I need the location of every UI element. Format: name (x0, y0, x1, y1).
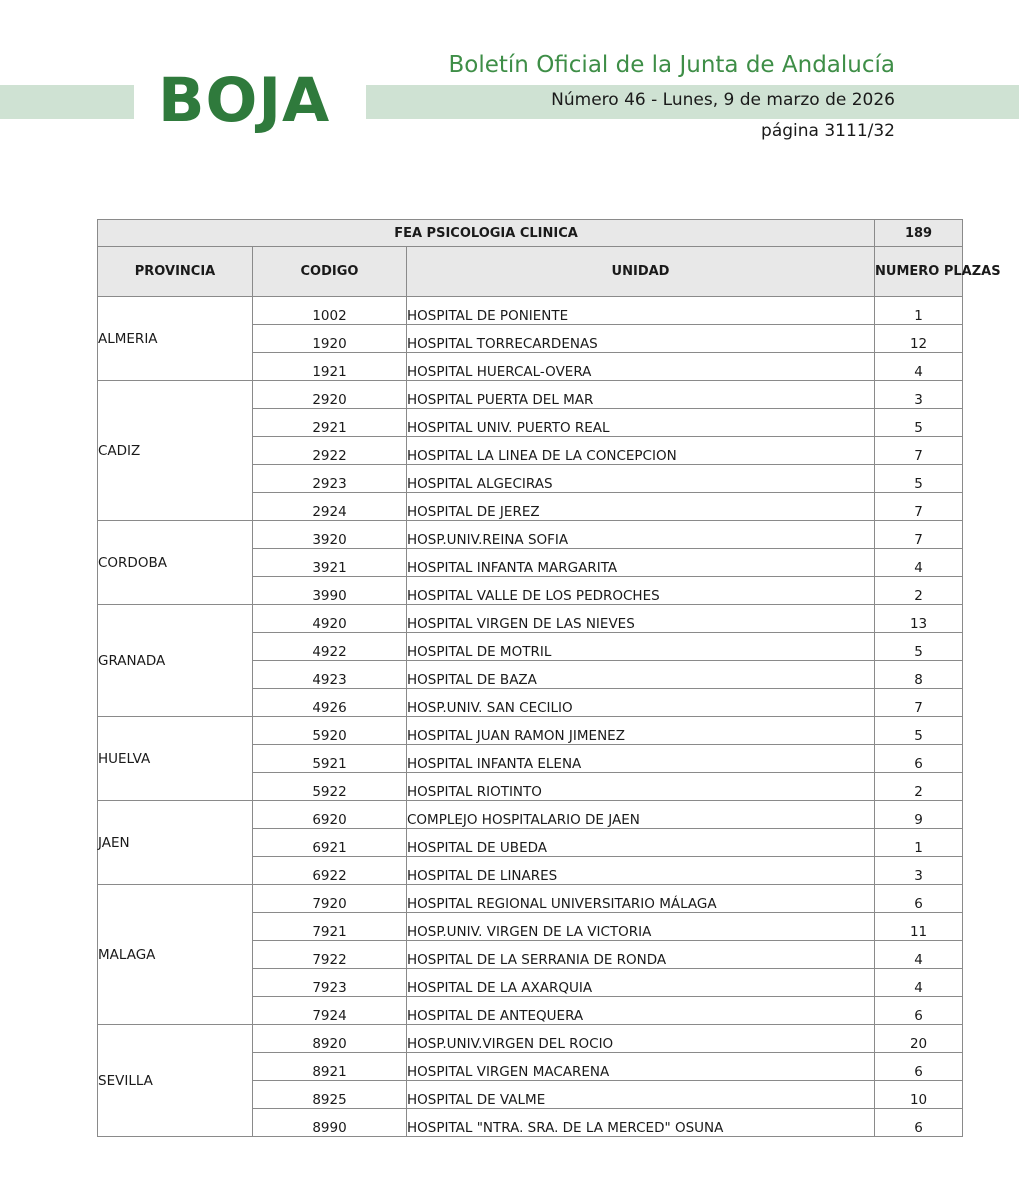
unit-cell: HOSPITAL VIRGEN DE LAS NIEVES (407, 605, 875, 633)
code-cell: 8990 (253, 1109, 407, 1137)
code-cell: 6922 (253, 857, 407, 885)
places-cell: 5 (875, 717, 963, 745)
province-cell: CADIZ (98, 381, 253, 521)
code-cell: 7923 (253, 969, 407, 997)
unit-cell: HOSPITAL INFANTA ELENA (407, 745, 875, 773)
code-cell: 6920 (253, 801, 407, 829)
places-cell: 5 (875, 465, 963, 493)
places-cell: 3 (875, 381, 963, 409)
table-row (98, 1025, 963, 1053)
unit-cell: HOSPITAL REGIONAL UNIVERSITARIO MÁLAGA (407, 885, 875, 913)
places-cell: 5 (875, 409, 963, 437)
table-row (98, 717, 963, 745)
places-cell: 6 (875, 745, 963, 773)
column-header-codigo: CODIGO (253, 247, 407, 297)
province-cell: ALMERIA (98, 297, 253, 381)
code-cell: 2923 (253, 465, 407, 493)
code-cell: 1921 (253, 353, 407, 381)
unit-cell: HOSPITAL "NTRA. SRA. DE LA MERCED" OSUNA (407, 1109, 875, 1137)
boja-logo: BOJA (158, 65, 331, 136)
unit-cell: HOSPITAL LA LINEA DE LA CONCEPCION (407, 437, 875, 465)
places-cell: 4 (875, 941, 963, 969)
code-cell: 8925 (253, 1081, 407, 1109)
code-cell: 6921 (253, 829, 407, 857)
places-cell: 1 (875, 297, 963, 325)
code-cell: 2920 (253, 381, 407, 409)
province-cell: HUELVA (98, 717, 253, 801)
places-cell: 2 (875, 577, 963, 605)
code-cell: 5922 (253, 773, 407, 801)
unit-cell: HOSPITAL TORRECARDENAS (407, 325, 875, 353)
unit-cell: HOSPITAL VALLE DE LOS PEDROCHES (407, 577, 875, 605)
code-cell: 4922 (253, 633, 407, 661)
places-cell: 12 (875, 325, 963, 353)
places-cell: 8 (875, 661, 963, 689)
code-cell: 7922 (253, 941, 407, 969)
code-cell: 2922 (253, 437, 407, 465)
unit-cell: HOSPITAL DE VALME (407, 1081, 875, 1109)
code-cell: 2924 (253, 493, 407, 521)
unit-cell: HOSPITAL PUERTA DEL MAR (407, 381, 875, 409)
page-number: página 3111/32 (761, 121, 895, 141)
unit-cell: HOSPITAL DE LA SERRANIA DE RONDA (407, 941, 875, 969)
specialty-title: FEA PSICOLOGIA CLINICA (98, 220, 875, 247)
unit-cell: HOSPITAL HUERCAL-OVERA (407, 353, 875, 381)
places-cell: 4 (875, 353, 963, 381)
unit-cell: HOSPITAL VIRGEN MACARENA (407, 1053, 875, 1081)
unit-cell: HOSPITAL DE JEREZ (407, 493, 875, 521)
province-cell: JAEN (98, 801, 253, 885)
issue-info: Número 46 - Lunes, 9 de marzo de 2026 (551, 90, 895, 110)
column-header-row (98, 247, 963, 297)
code-cell: 3990 (253, 577, 407, 605)
unit-cell: HOSPITAL DE MOTRIL (407, 633, 875, 661)
code-cell: 5920 (253, 717, 407, 745)
positions-table (97, 219, 1001, 1137)
unit-cell: COMPLEJO HOSPITALARIO DE JAEN (407, 801, 875, 829)
table-row (98, 885, 963, 913)
places-cell: 6 (875, 1109, 963, 1137)
code-cell: 4923 (253, 661, 407, 689)
unit-cell: HOSPITAL UNIV. PUERTO REAL (407, 409, 875, 437)
places-cell: 6 (875, 1053, 963, 1081)
province-cell: CORDOBA (98, 521, 253, 605)
unit-cell: HOSPITAL DE UBEDA (407, 829, 875, 857)
places-cell: 5 (875, 633, 963, 661)
table-row (98, 605, 963, 633)
unit-cell: HOSPITAL INFANTA MARGARITA (407, 549, 875, 577)
header-band-left (0, 85, 134, 119)
unit-cell: HOSP.UNIV.REINA SOFIA (407, 521, 875, 549)
places-cell: 6 (875, 885, 963, 913)
code-cell: 7921 (253, 913, 407, 941)
table-row (98, 521, 963, 549)
places-cell: 4 (875, 549, 963, 577)
unit-cell: HOSP.UNIV. VIRGEN DE LA VICTORIA (407, 913, 875, 941)
places-cell: 7 (875, 437, 963, 465)
unit-cell: HOSPITAL RIOTINTO (407, 773, 875, 801)
unit-cell: HOSP.UNIV.VIRGEN DEL ROCIO (407, 1025, 875, 1053)
unit-cell: HOSPITAL DE ANTEQUERA (407, 997, 875, 1025)
bulletin-title: Boletín Oficial de la Junta de Andalucía (448, 52, 895, 78)
code-cell: 2921 (253, 409, 407, 437)
places-cell: 1 (875, 829, 963, 857)
unit-cell: HOSPITAL DE PONIENTE (407, 297, 875, 325)
code-cell: 8921 (253, 1053, 407, 1081)
places-cell: 9 (875, 801, 963, 829)
table-row (98, 297, 963, 325)
code-cell: 4920 (253, 605, 407, 633)
unit-cell: HOSP.UNIV. SAN CECILIO (407, 689, 875, 717)
places-cell: 7 (875, 689, 963, 717)
places-cell: 20 (875, 1025, 963, 1053)
province-cell: GRANADA (98, 605, 253, 717)
unit-cell: HOSPITAL DE LA AXARQUIA (407, 969, 875, 997)
code-cell: 1002 (253, 297, 407, 325)
code-cell: 4926 (253, 689, 407, 717)
code-cell: 7920 (253, 885, 407, 913)
code-cell: 3921 (253, 549, 407, 577)
column-header-provincia: PROVINCIA (98, 247, 253, 297)
places-cell: 3 (875, 857, 963, 885)
code-cell: 1920 (253, 325, 407, 353)
places-cell: 4 (875, 969, 963, 997)
places-cell: 7 (875, 493, 963, 521)
code-cell: 3920 (253, 521, 407, 549)
places-cell: 13 (875, 605, 963, 633)
column-header-numero-plazas: NUMERO PLAZAS (875, 247, 963, 297)
table-row (98, 801, 963, 829)
unit-cell: HOSPITAL ALGECIRAS (407, 465, 875, 493)
table-row (98, 381, 963, 409)
places-cell: 10 (875, 1081, 963, 1109)
code-cell: 7924 (253, 997, 407, 1025)
unit-cell: HOSPITAL DE BAZA (407, 661, 875, 689)
places-cell: 7 (875, 521, 963, 549)
code-cell: 8920 (253, 1025, 407, 1053)
total-places: 189 (875, 220, 963, 247)
places-cell: 2 (875, 773, 963, 801)
unit-cell: HOSPITAL JUAN RAMON JIMENEZ (407, 717, 875, 745)
province-cell: MALAGA (98, 885, 253, 1025)
column-header-unidad: UNIDAD (407, 247, 875, 297)
table-title-row (98, 220, 963, 247)
province-cell: SEVILLA (98, 1025, 253, 1137)
places-cell: 11 (875, 913, 963, 941)
unit-cell: HOSPITAL DE LINARES (407, 857, 875, 885)
places-cell: 6 (875, 997, 963, 1025)
code-cell: 5921 (253, 745, 407, 773)
